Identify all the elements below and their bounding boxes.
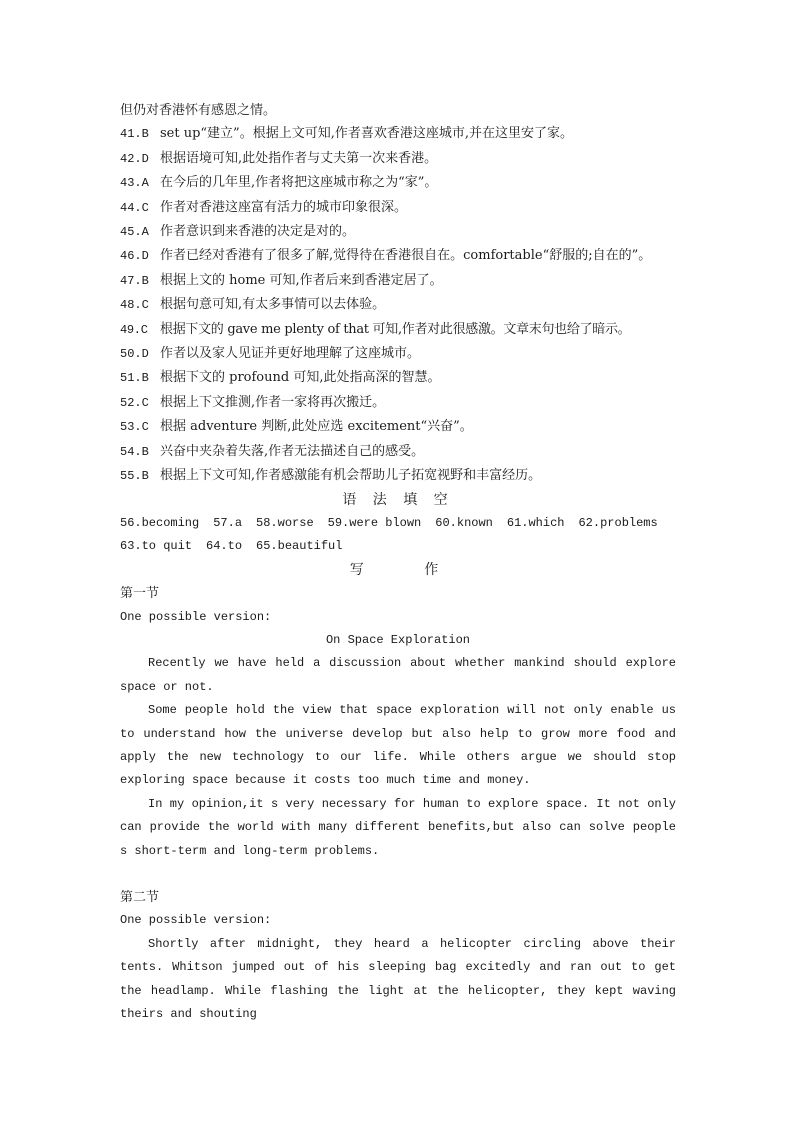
grammar-answers-row-1 [120, 512, 676, 535]
grammar-answer: 61.which [506, 515, 565, 530]
answer-item [120, 220, 676, 244]
answer-item [120, 147, 676, 171]
answer-text: 作者意识到来香港的决定是对的。 [160, 224, 356, 240]
answer-text: 根据上下文推测,作者一家将再次搬迁。 [160, 394, 386, 410]
answer-text: 根据下文的 profound 可知,此处指高深的智慧。 [160, 370, 441, 386]
answer-number: 50.D [120, 347, 149, 362]
answer-text: 根据语境可知,此处指作者与丈夫第一次来香港。 [160, 150, 438, 166]
answer-number: 52.C [120, 395, 149, 410]
section-label: 第二节 [120, 890, 160, 905]
section-spacer [120, 863, 676, 886]
answer-number: 54.B [120, 444, 149, 459]
essay-paragraph: Recently we have held a discussion about whether mankind should explore space or not. [120, 656, 676, 694]
answer-number: 49.C [120, 322, 148, 337]
answer-item [120, 318, 676, 342]
grammar-answer: 56.becoming [120, 515, 200, 530]
answer-item [120, 415, 676, 439]
answer-number: 41.B [120, 127, 149, 142]
intro-tail: 但仍对香港怀有感恩之情。 [120, 103, 277, 118]
writing-heading: 写 作 [349, 561, 467, 578]
grammar-answers-row-2 [120, 535, 676, 558]
grammar-answer: 64.to [206, 539, 243, 554]
answer-text: 根据上文的 home 可知,作者后来到香港定居了。 [160, 272, 443, 288]
answer-text: 根据上下文可知,作者感激能有机会帮助儿子拓宽视野和丰富经历。 [160, 468, 542, 484]
answer-text: 在今后的几年里,作者将把这座城市称之为“家”。 [160, 175, 438, 191]
answer-text: set up“建立”。根据上文可知,作者喜欢香港这座城市,并在这里安了家。 [160, 126, 573, 142]
answer-item [120, 269, 676, 293]
answer-text: 作者已经对香港有了很多了解,觉得待在香港很自在。comfortable“舒服的;自在的”。 [160, 248, 652, 264]
answer-item [120, 293, 676, 317]
grammar-answer: 65.beautiful [256, 539, 343, 554]
answer-number: 55.B [120, 469, 149, 484]
answer-number: 53.C [120, 420, 149, 435]
grammar-answer: 58.worse [256, 515, 314, 530]
document-page [120, 99, 676, 1026]
section-label: 第一节 [120, 586, 160, 602]
grammar-answer: 60.known [435, 515, 493, 530]
version-label: One possible version: [120, 609, 272, 624]
answer-item [120, 122, 676, 146]
answer-number: 46.D [120, 249, 149, 264]
grammar-answer: 63.to quit [120, 539, 193, 554]
answer-item [120, 464, 676, 488]
answer-item [120, 244, 676, 268]
answer-text: 兴奋中夹杂着失落,作者无法描述自己的感受。 [160, 443, 425, 459]
answer-item [120, 171, 676, 195]
answer-text: 作者以及家人见证并更好地理解了这座城市。 [160, 346, 421, 362]
answer-number: 51.B [120, 371, 149, 386]
writing-section-2 [120, 886, 676, 1026]
essay-paragraph: Some people hold the view that space exploration will not only enable us to understand how the universe develop but also help to grow more food and apply the new technology to our life. While others argue we should stop exploring space because it costs too much time and money. [120, 703, 676, 788]
essay-paragraph: In my opinion,it s very necessary for human to explore space. It not only can provide the world with many different benefits,but also can solve people s short-term and long-term problems. [120, 796, 676, 858]
answer-number: 42.D [120, 151, 149, 166]
answer-number: 45.A [120, 225, 149, 240]
answer-text: 作者对香港这座富有活力的城市印象很深。 [160, 199, 408, 215]
writing-section-1 [120, 582, 676, 863]
answer-item [120, 440, 676, 464]
answer-item [120, 342, 676, 366]
answer-number: 43.A [120, 176, 149, 191]
answer-number: 47.B [120, 273, 149, 288]
answer-number: 44.C [120, 200, 149, 215]
essay-paragraph: Shortly after midnight, they heard a helicopter circling above their tents. Whitson jumped out of his sleeping bag excitedly and ran out to get the headlamp. While flashing the light at the helicopter, they kept waving theirs and shouting [120, 936, 676, 1022]
cloze-answers [120, 122, 676, 488]
grammar-answer: 57.a [213, 515, 243, 530]
answer-text: 根据下文的 gave me plenty of that 可知,作者对此很感激。文章末句也给了暗示。 [160, 321, 631, 337]
answer-item [120, 391, 676, 415]
answer-text: 根据 adventure 判断,此处应选 excitement“兴奋”。 [160, 419, 473, 435]
grammar-heading: 语 法 填 空 [342, 491, 454, 508]
essay-title: On Space Exploration [325, 632, 471, 647]
grammar-answer: 62.problems [578, 515, 658, 530]
version-label: One possible version: [120, 913, 272, 928]
answer-text: 根据句意可知,有太多事情可以去体验。 [160, 297, 386, 313]
grammar-answer: 59.were blown [327, 515, 422, 530]
answer-number: 48.C [120, 298, 149, 313]
answer-item [120, 366, 676, 390]
answer-item [120, 196, 676, 220]
